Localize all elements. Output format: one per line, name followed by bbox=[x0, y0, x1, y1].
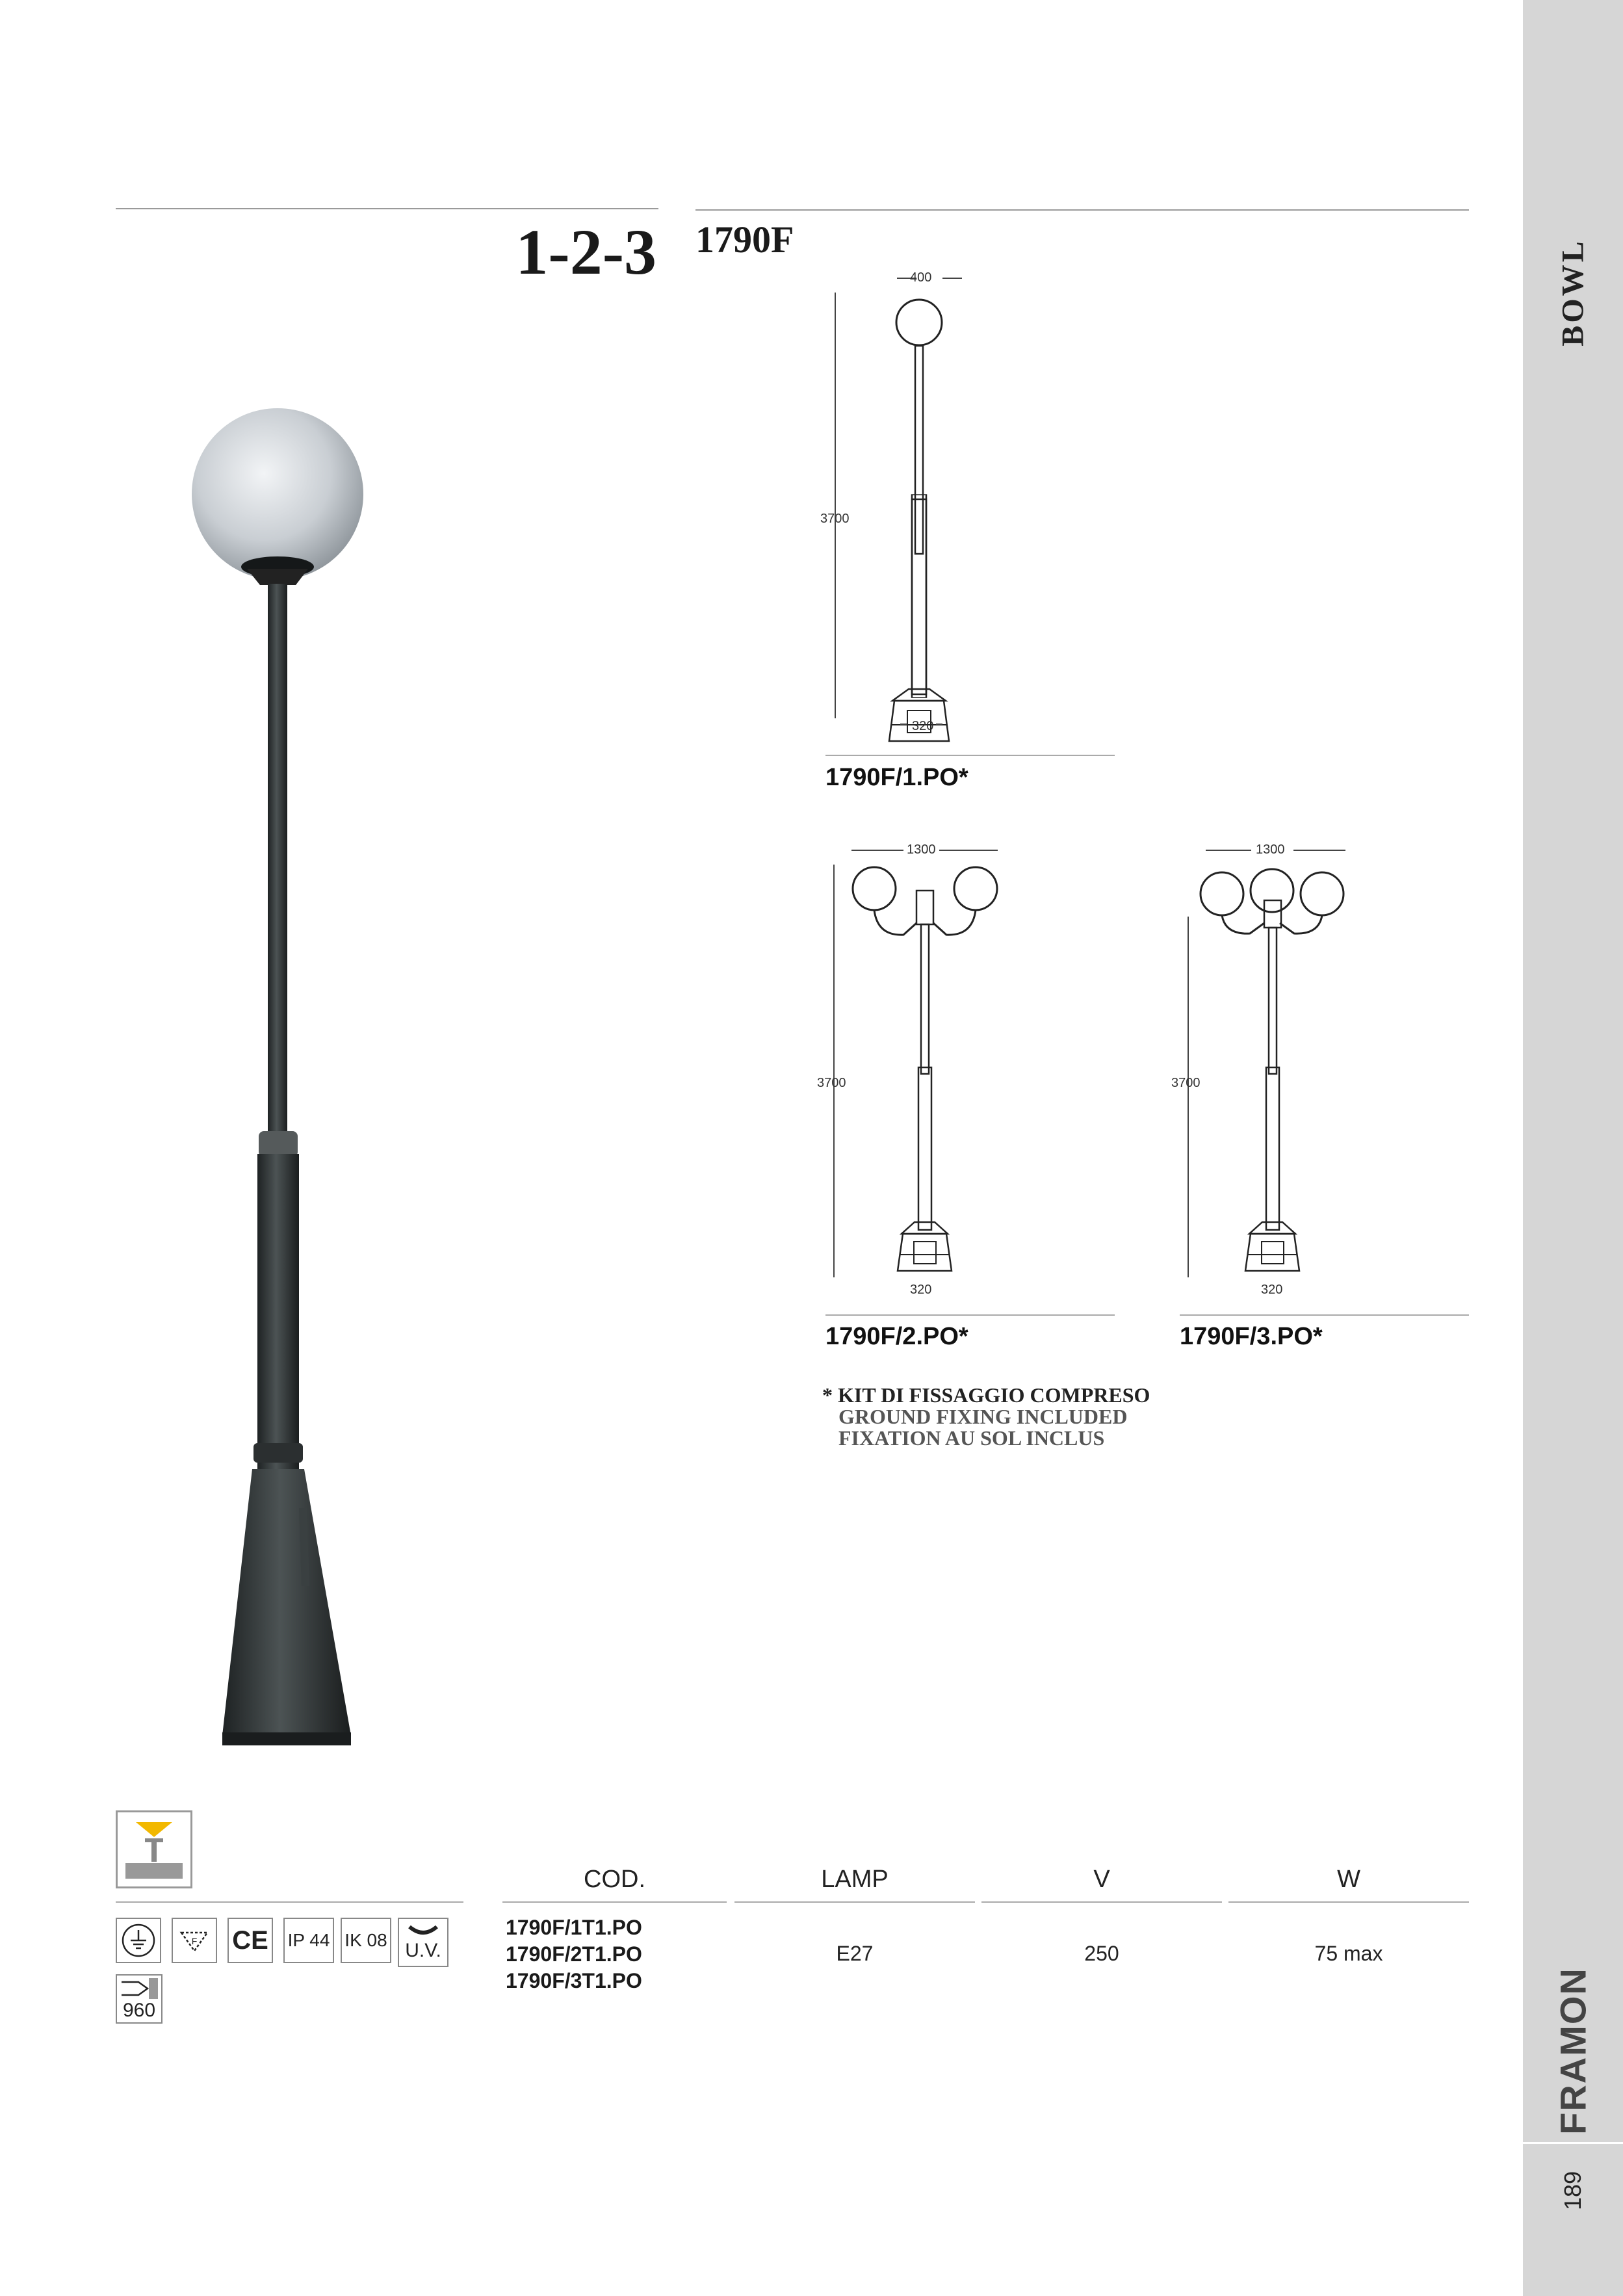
caption-double: 1790F/2.PO* bbox=[825, 1323, 968, 1350]
caption-single: 1790F/1.PO* bbox=[825, 764, 968, 791]
page-number-divider bbox=[1523, 2142, 1623, 2144]
dim-height-triple: 3700 bbox=[1171, 1076, 1201, 1090]
ik-rating: IK 08 bbox=[341, 1918, 391, 1963]
dim-width-single: 400 bbox=[910, 270, 932, 285]
uv-resistant-icon bbox=[398, 1918, 448, 1967]
family-title: 1-2-3 bbox=[515, 216, 656, 288]
col-rule-cod bbox=[502, 1901, 727, 1903]
fixing-note bbox=[822, 1385, 1150, 1449]
dim-base-double: 320 bbox=[910, 1283, 932, 1297]
note-line-3: FIXATION AU SOL INCLUS bbox=[838, 1426, 1105, 1450]
col-rule-w bbox=[1228, 1901, 1469, 1903]
rule-double bbox=[825, 1314, 1115, 1316]
glow-wire-icon bbox=[116, 1974, 162, 2024]
lamp-value: E27 bbox=[836, 1942, 874, 1965]
code-row: 1790F/1T1.PO bbox=[506, 1916, 642, 1939]
col-header-cod: COD. bbox=[584, 1866, 645, 1893]
product-codes bbox=[506, 1914, 642, 1994]
dim-width-triple: 1300 bbox=[1256, 842, 1285, 857]
ce-mark-icon: CE bbox=[227, 1918, 273, 1963]
note-line-1: * KIT DI FISSAGGIO COMPRESO bbox=[822, 1383, 1150, 1407]
col-header-lamp: LAMP bbox=[821, 1866, 889, 1893]
code-row: 1790F/2T1.PO bbox=[506, 1942, 642, 1966]
dim-base-triple: 320 bbox=[1261, 1283, 1283, 1297]
drawing-single bbox=[819, 267, 1118, 748]
flammable-surface-icon bbox=[172, 1918, 217, 1963]
section-label: BOWL bbox=[1555, 239, 1591, 346]
note-line-2: GROUND FIXING INCLUDED bbox=[838, 1405, 1128, 1428]
col-header-v: V bbox=[1093, 1866, 1110, 1893]
header-rule-left bbox=[116, 208, 658, 209]
code-row: 1790F/3T1.PO bbox=[506, 1969, 642, 1992]
dim-height-double: 3700 bbox=[817, 1076, 846, 1090]
caption-triple: 1790F/3.PO* bbox=[1180, 1323, 1323, 1350]
col-rule-v bbox=[981, 1901, 1222, 1903]
dim-base-single: 320 bbox=[912, 719, 934, 733]
page-number: 189 bbox=[1559, 2171, 1586, 2211]
dim-width-double: 1300 bbox=[907, 842, 936, 857]
svg-text:F: F bbox=[191, 1936, 198, 1946]
ip-rating: IP 44 bbox=[283, 1918, 334, 1963]
glow-wire-value: 960 bbox=[122, 2000, 156, 2021]
earth-class-icon bbox=[116, 1918, 161, 1963]
icons-rule bbox=[116, 1901, 463, 1903]
col-rule-lamp bbox=[734, 1901, 975, 1903]
ground-installation-icon bbox=[116, 1810, 192, 1888]
drawing-triple bbox=[1173, 839, 1472, 1307]
drawing-double bbox=[819, 839, 1118, 1307]
header-rule-right bbox=[695, 209, 1469, 211]
dim-height-single: 3700 bbox=[820, 512, 850, 526]
rule-triple bbox=[1180, 1314, 1469, 1316]
model-title: 1790F bbox=[695, 218, 794, 261]
watt-value: 75 max bbox=[1314, 1942, 1383, 1965]
brand-logo: FRAMON bbox=[1552, 1967, 1594, 2135]
voltage-value: 250 bbox=[1084, 1942, 1119, 1965]
uv-label: U.V. bbox=[405, 1940, 441, 1961]
rule-single bbox=[825, 755, 1115, 756]
product-photo bbox=[162, 390, 383, 1755]
col-header-w: W bbox=[1337, 1866, 1360, 1893]
